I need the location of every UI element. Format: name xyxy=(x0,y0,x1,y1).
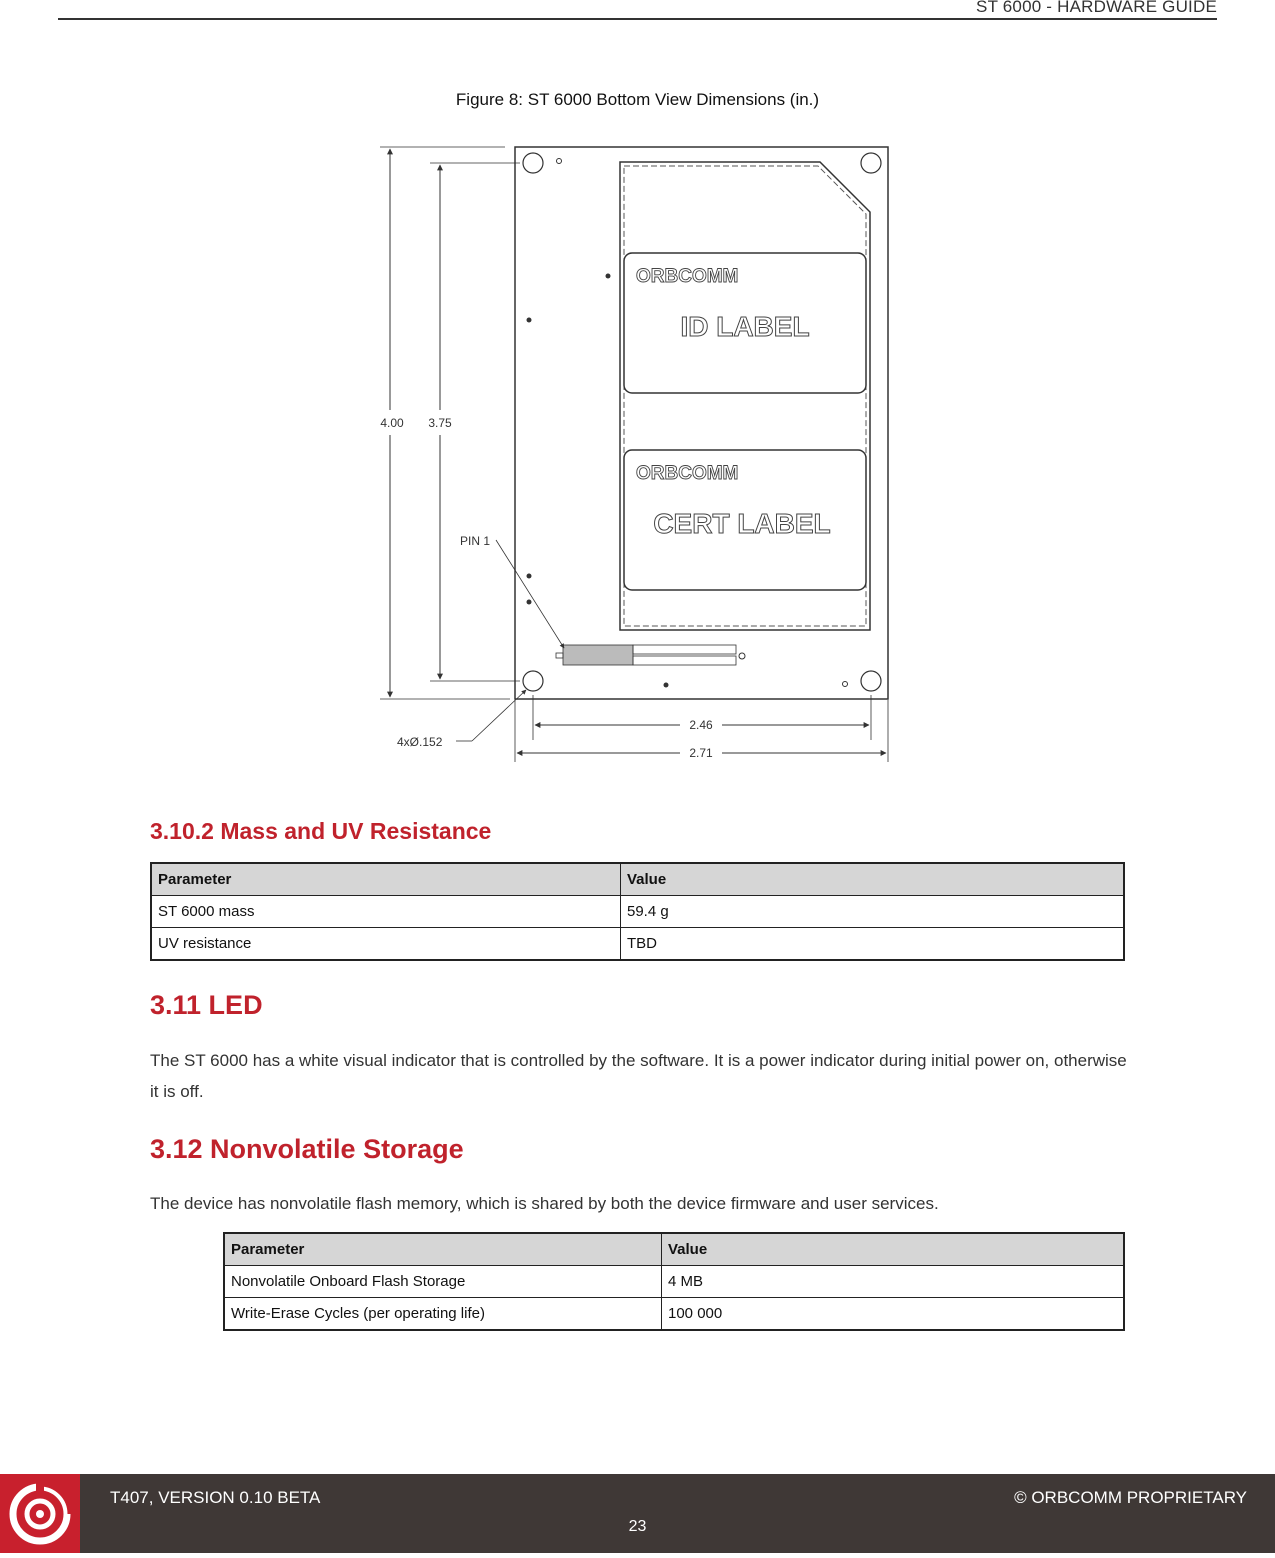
storage-paragraph: The device has nonvolatile flash memory, which is shared by both the device firmware and user services. xyxy=(150,1194,939,1213)
dimension-drawing xyxy=(370,140,900,770)
dim-height-inner: 3.75 xyxy=(428,416,452,430)
table-cell: 100 000 xyxy=(662,1298,1125,1331)
storage-table-header-parameter: Parameter xyxy=(224,1233,662,1266)
table-cell: 59.4 g xyxy=(621,896,1125,928)
storage-table-header-value: Value xyxy=(662,1233,1125,1266)
figure-caption: Figure 8: ST 6000 Bottom View Dimensions (in.) xyxy=(455,90,820,109)
footer-copyright: © ORBCOMM PROPRIETARY xyxy=(1014,1488,1247,1507)
mass-table-header-value: Value xyxy=(621,863,1125,896)
mass-table-header-parameter: Parameter xyxy=(151,863,621,896)
dim-height-outer: 4.00 xyxy=(380,416,404,430)
board-outline xyxy=(515,147,888,699)
cert-label-title: CERT LABEL xyxy=(653,508,831,539)
id-label-title: ID LABEL xyxy=(680,311,810,342)
orbcomm-logo-icon xyxy=(0,1474,80,1553)
cert-label-brand: ORBCOMM xyxy=(636,463,739,484)
hole-spec: 4xØ.152 xyxy=(397,735,443,749)
storage-section-heading: 3.12 Nonvolatile Storage xyxy=(150,1134,464,1164)
page-number: 23 xyxy=(628,1518,647,1535)
header-rule xyxy=(58,18,1217,20)
mount-hole-tl xyxy=(523,153,543,173)
mount-hole-tr xyxy=(861,153,881,173)
dim-width-inner: 2.46 xyxy=(689,718,713,732)
led-section-heading: 3.11 LED xyxy=(150,990,263,1020)
table-row xyxy=(224,1298,1124,1331)
dim-width-outer: 2.71 xyxy=(689,746,713,760)
table-row xyxy=(224,1266,1124,1298)
id-label-brand: ORBCOMM xyxy=(636,266,739,287)
mass-section-heading: 3.10.2 Mass and UV Resistance xyxy=(150,818,492,844)
header-title: ST 6000 - HARDWARE GUIDE xyxy=(976,0,1217,16)
page-footer xyxy=(0,1474,1275,1553)
table-cell: ST 6000 mass xyxy=(151,896,621,928)
footer-doc-id: T407, VERSION 0.10 BETA xyxy=(110,1488,321,1507)
table-row xyxy=(151,896,1124,928)
mount-hole-bl xyxy=(523,671,543,691)
storage-table xyxy=(223,1232,1125,1331)
pin-label: PIN 1 xyxy=(460,534,491,548)
mass-table xyxy=(150,862,1125,961)
connector-pins xyxy=(556,645,736,665)
led-paragraph: The ST 6000 has a white visual indicator that is controlled by the software. It is a power indicator during initial power on, otherwise it is off. xyxy=(150,1051,1127,1101)
table-cell: TBD xyxy=(621,928,1125,961)
table-row xyxy=(151,928,1124,961)
table-cell: Write-Erase Cycles (per operating life) xyxy=(224,1298,662,1331)
table-cell: UV resistance xyxy=(151,928,621,961)
table-cell: 4 MB xyxy=(662,1266,1125,1298)
table-cell: Nonvolatile Onboard Flash Storage xyxy=(224,1266,662,1298)
mount-hole-br xyxy=(861,671,881,691)
